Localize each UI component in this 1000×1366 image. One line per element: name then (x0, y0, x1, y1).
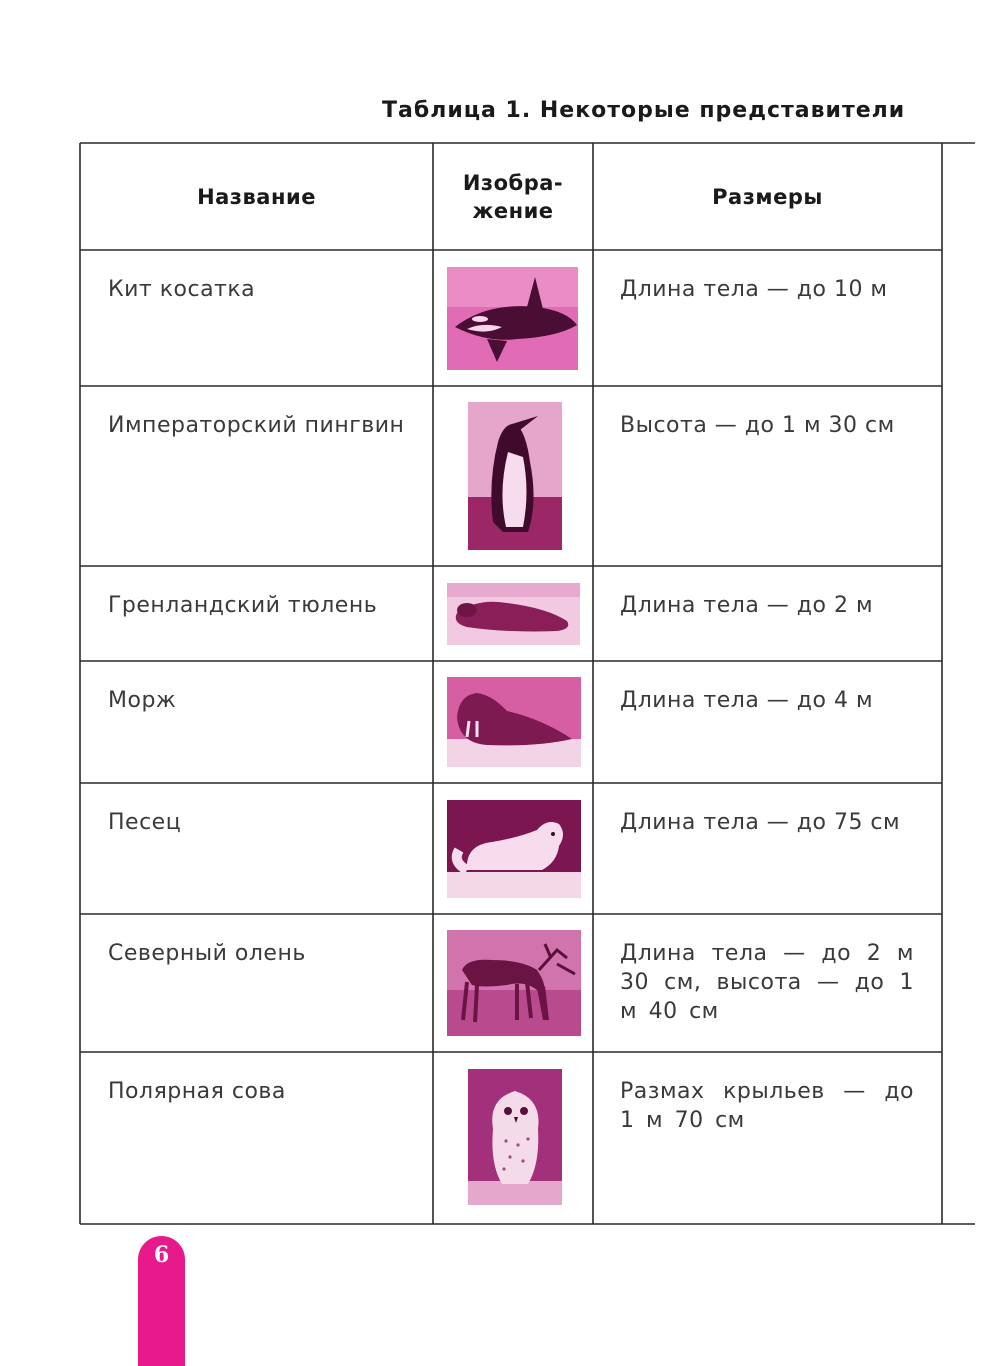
emperor-penguin-photo (468, 402, 562, 550)
orca-photo (447, 267, 578, 370)
snowy-owl-photo (468, 1069, 562, 1205)
arctic-fox-photo (447, 800, 581, 898)
row-name: Полярная сова (108, 1079, 286, 1104)
row-name: Кит косатка (108, 277, 256, 302)
column-header-image-line2: жение (472, 198, 554, 223)
row-size: Длина тела — до 2 м 30 см, высота — до 1 м 40 см (620, 941, 914, 1024)
harp-seal-photo (447, 583, 580, 645)
row-name: Гренландский тюлень (108, 593, 378, 618)
column-header-image-line1: Изобра- (462, 170, 564, 195)
page-number: 6 (153, 1242, 170, 1268)
row-size: Длина тела — до 2 м (620, 593, 874, 618)
row-name: Морж (108, 688, 177, 713)
column-header-image (433, 143, 593, 250)
reindeer-photo (447, 930, 581, 1036)
row-name: Императорский пингвин (108, 413, 405, 438)
row-size: Длина тела — до 75 см (620, 810, 901, 835)
row-name: Песец (108, 810, 182, 835)
table-caption: Таблица 1. Некоторые представители (382, 98, 906, 123)
column-header-size: Размеры (712, 184, 823, 209)
row-size: Длина тела — до 10 м (620, 277, 888, 302)
page-number-tab (138, 1236, 185, 1366)
row-size: Длина тела — до 4 м (620, 688, 874, 713)
column-header-name: Название (197, 184, 316, 209)
row-name: Северный олень (108, 941, 306, 966)
walrus-photo (447, 677, 581, 767)
row-size: Высота — до 1 м 30 см (620, 413, 895, 438)
row-size: Размах крыльев — до 1 м 70 см (620, 1079, 914, 1133)
